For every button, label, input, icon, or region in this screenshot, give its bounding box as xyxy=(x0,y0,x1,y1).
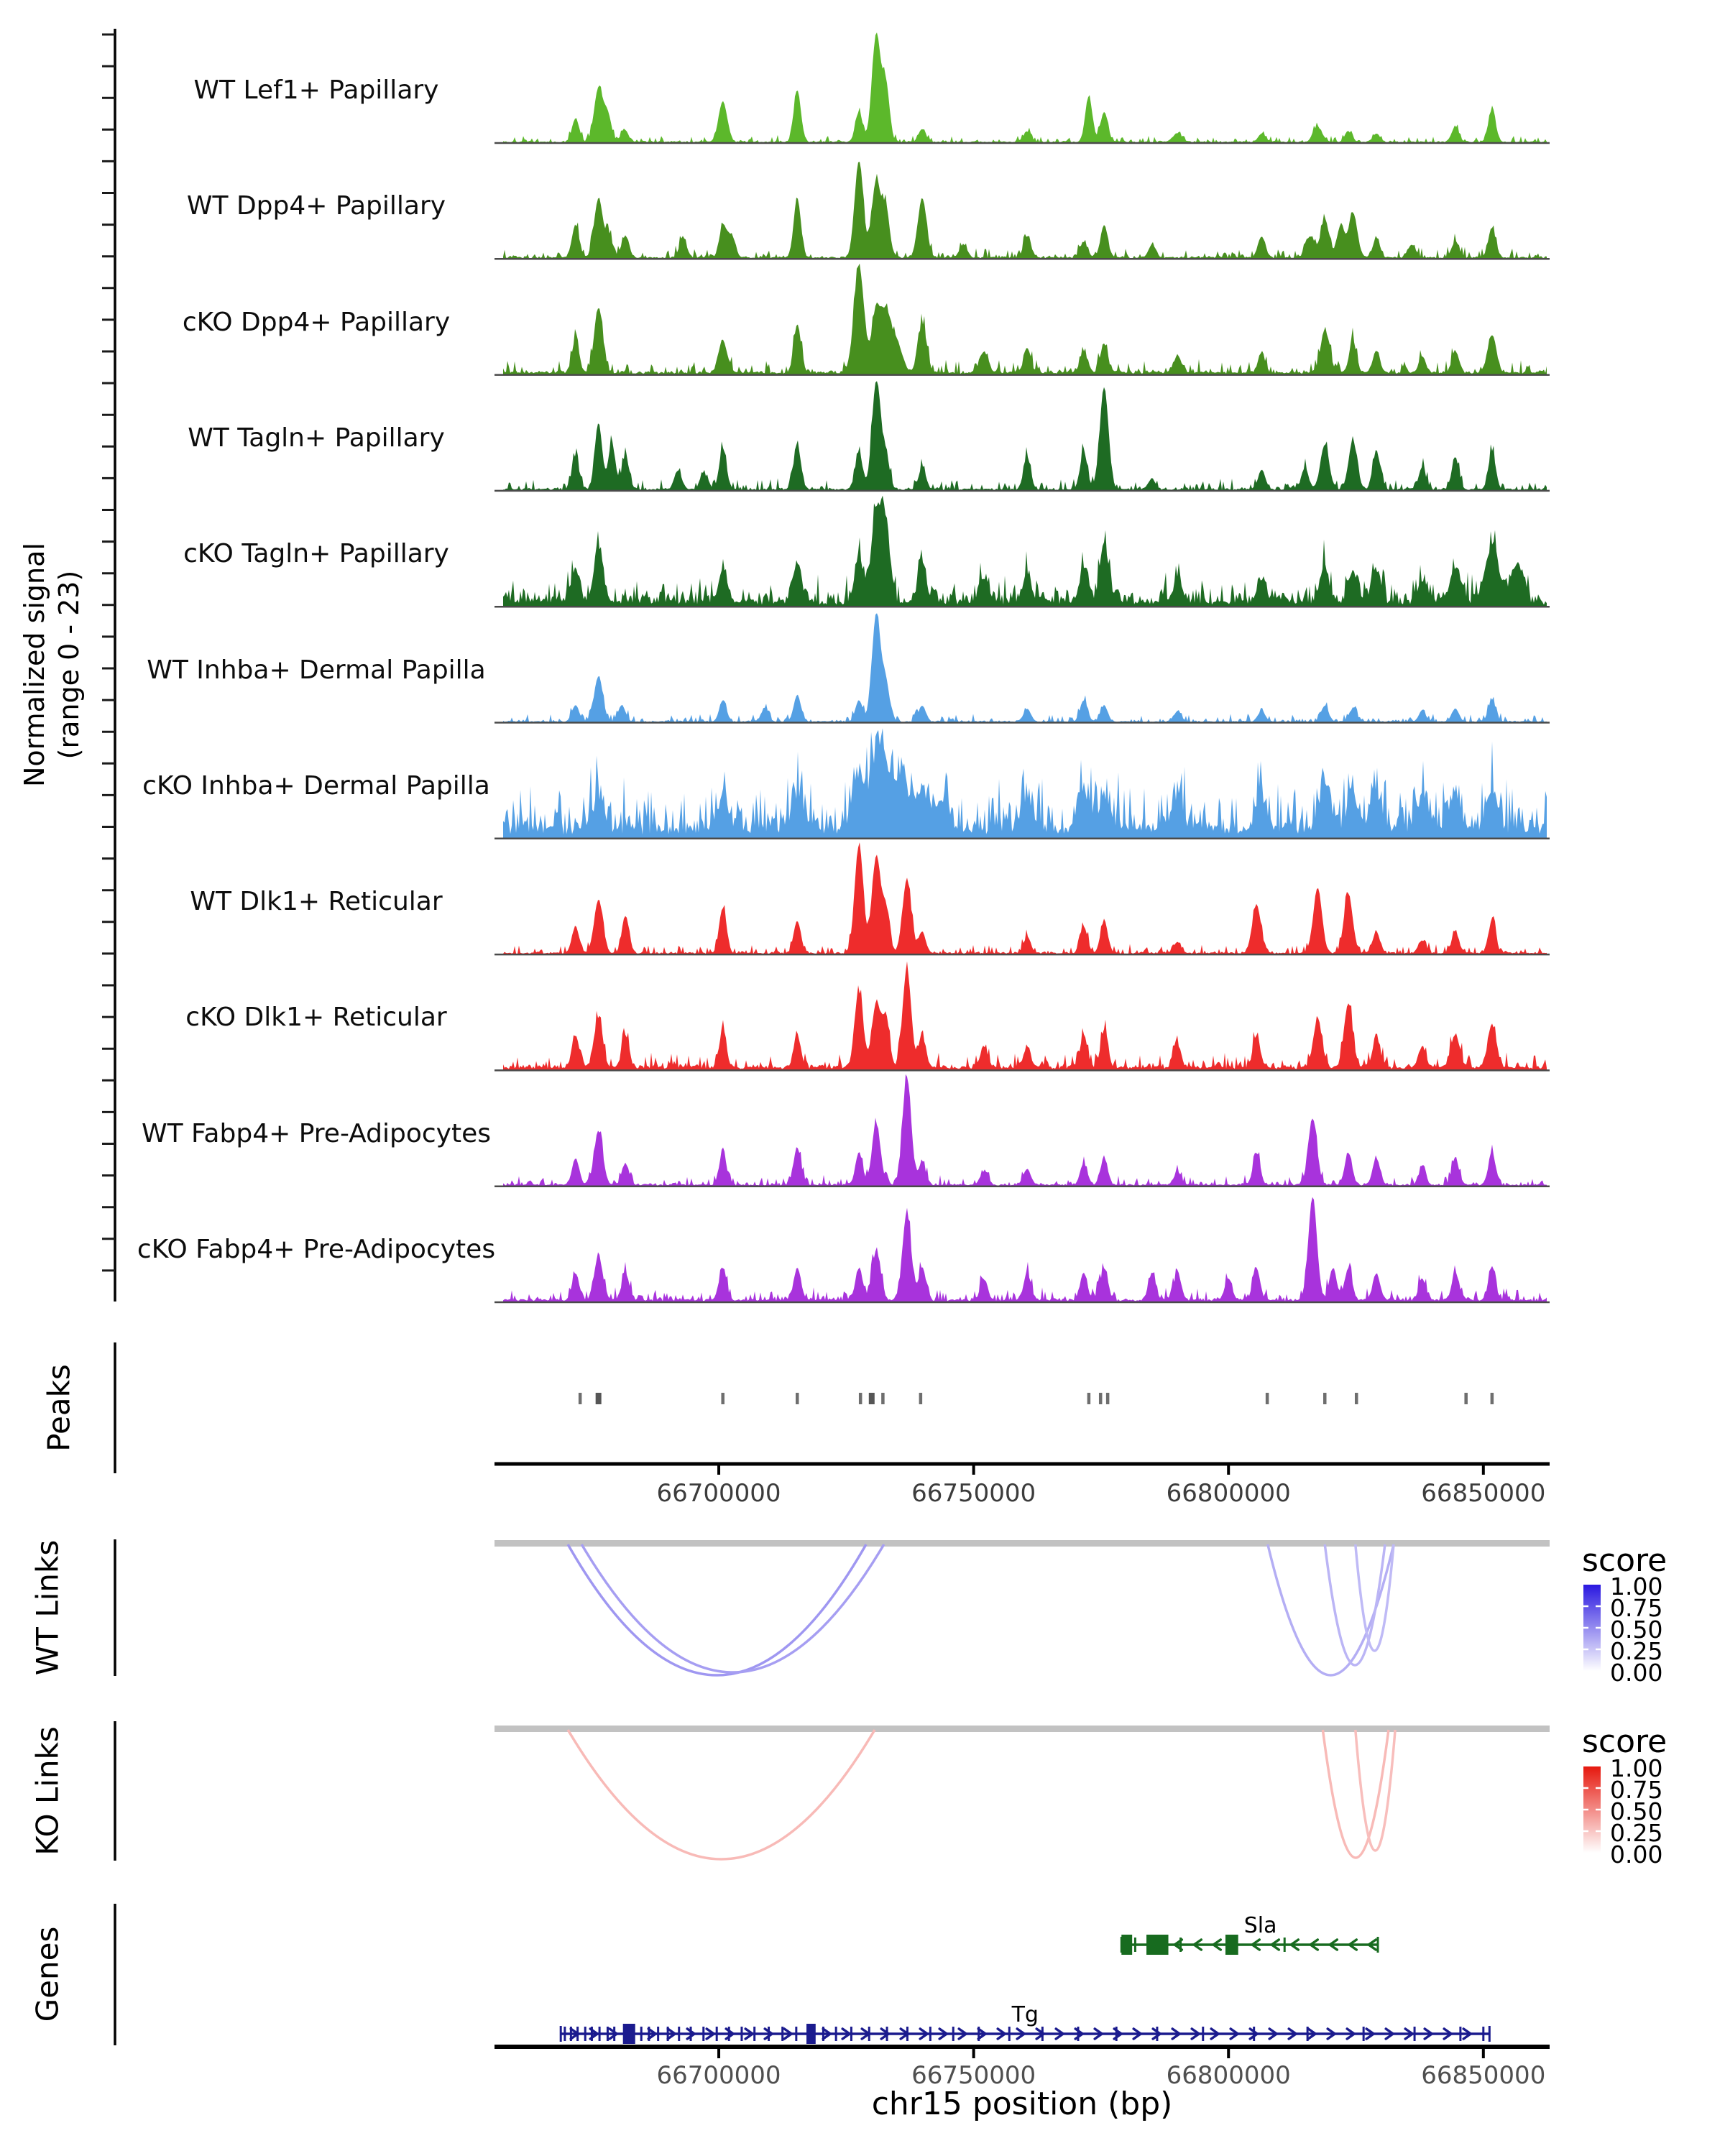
signal-track-8 xyxy=(494,842,1550,954)
signal-track-6 xyxy=(494,613,1550,722)
signal-track-9 xyxy=(494,962,1550,1071)
peaks-section-label: Peaks xyxy=(41,1364,77,1452)
wt-links xyxy=(115,1539,1601,1676)
x-tick-label-bottom: 66800000 xyxy=(1166,2061,1291,2090)
wt-links-section-label: WT Links xyxy=(29,1539,65,1676)
ko-links-legend-tick: 0.25 xyxy=(1610,1819,1663,1847)
track-label: cKO Tagln+ Papillary xyxy=(183,539,449,569)
x-tick-label-bottom: 66700000 xyxy=(656,2061,781,2090)
wt-links-legend-tick: 0.25 xyxy=(1610,1637,1663,1665)
track-label: WT Fabp4+ Pre-Adipocytes xyxy=(142,1118,491,1148)
signal-track-11 xyxy=(494,1197,1550,1302)
ko-score-legend-title: score xyxy=(1582,1723,1668,1760)
signal-track-7 xyxy=(494,728,1550,838)
x-tick-label-top: 66800000 xyxy=(1166,1479,1291,1508)
signal-track-1 xyxy=(494,32,1550,143)
track-label: WT Dpp4+ Papillary xyxy=(186,191,446,221)
x-axis-title: chr15 position (bp) xyxy=(871,2086,1173,2122)
ko-links-legend-tick: 0.50 xyxy=(1610,1797,1663,1825)
wt-score-legend-title: score xyxy=(1582,1542,1668,1579)
track-label: cKO Dlk1+ Reticular xyxy=(185,1003,447,1033)
x-tick-label-top: 66700000 xyxy=(656,1479,781,1508)
y-axis-label-line2: (range 0 - 23) xyxy=(53,570,85,760)
track-label: WT Lef1+ Papillary xyxy=(193,75,439,105)
gene-label-Sla: Sla xyxy=(1243,1913,1277,1938)
x-tick-label-bottom: 66850000 xyxy=(1421,2061,1546,2090)
track-label: WT Tagln+ Papillary xyxy=(188,423,445,453)
ko-links-section-label: KO Links xyxy=(29,1726,65,1856)
genes-section-label: Genes xyxy=(29,1926,65,2022)
x-axis-top xyxy=(494,1464,1550,1475)
ko-links-legend-tick: 0.00 xyxy=(1610,1841,1663,1869)
x-tick-label-top: 66850000 xyxy=(1421,1479,1546,1508)
ko-links-legend-tick: 1.00 xyxy=(1610,1754,1663,1782)
x-tick-label-top: 66750000 xyxy=(911,1479,1036,1508)
wt-links-legend-tick: 0.50 xyxy=(1610,1616,1663,1644)
x-axis-bottom xyxy=(494,2047,1550,2058)
track-label: WT Dlk1+ Reticular xyxy=(190,887,443,917)
signal-track-4 xyxy=(494,381,1550,491)
track-label: cKO Fabp4+ Pre-Adipocytes xyxy=(137,1235,496,1264)
x-tick-label-bottom: 66750000 xyxy=(911,2061,1036,2090)
ko-links-legend-tick: 0.75 xyxy=(1610,1776,1663,1804)
y-axis-label-line1: Normalized signal xyxy=(19,543,50,787)
gene-label-Tg: Tg xyxy=(1011,2002,1039,2027)
peaks-track xyxy=(115,1342,1494,1473)
signal-track-2 xyxy=(494,162,1550,259)
wt-links-legend-tick: 0.00 xyxy=(1610,1659,1663,1687)
y-axis-label xyxy=(17,543,86,787)
track-label: WT Inhba+ Dermal Papilla xyxy=(147,655,486,685)
wt-links-legend-tick: 0.75 xyxy=(1610,1594,1663,1622)
signal-track-3 xyxy=(494,264,1550,375)
signal-track-5 xyxy=(494,496,1550,607)
wt-links-legend-tick: 1.00 xyxy=(1610,1572,1663,1600)
ko-links xyxy=(115,1721,1601,1861)
track-label: cKO Inhba+ Dermal Papilla xyxy=(142,770,490,801)
signal-track-10 xyxy=(494,1074,1550,1187)
track-label: cKO Dpp4+ Papillary xyxy=(182,307,451,337)
